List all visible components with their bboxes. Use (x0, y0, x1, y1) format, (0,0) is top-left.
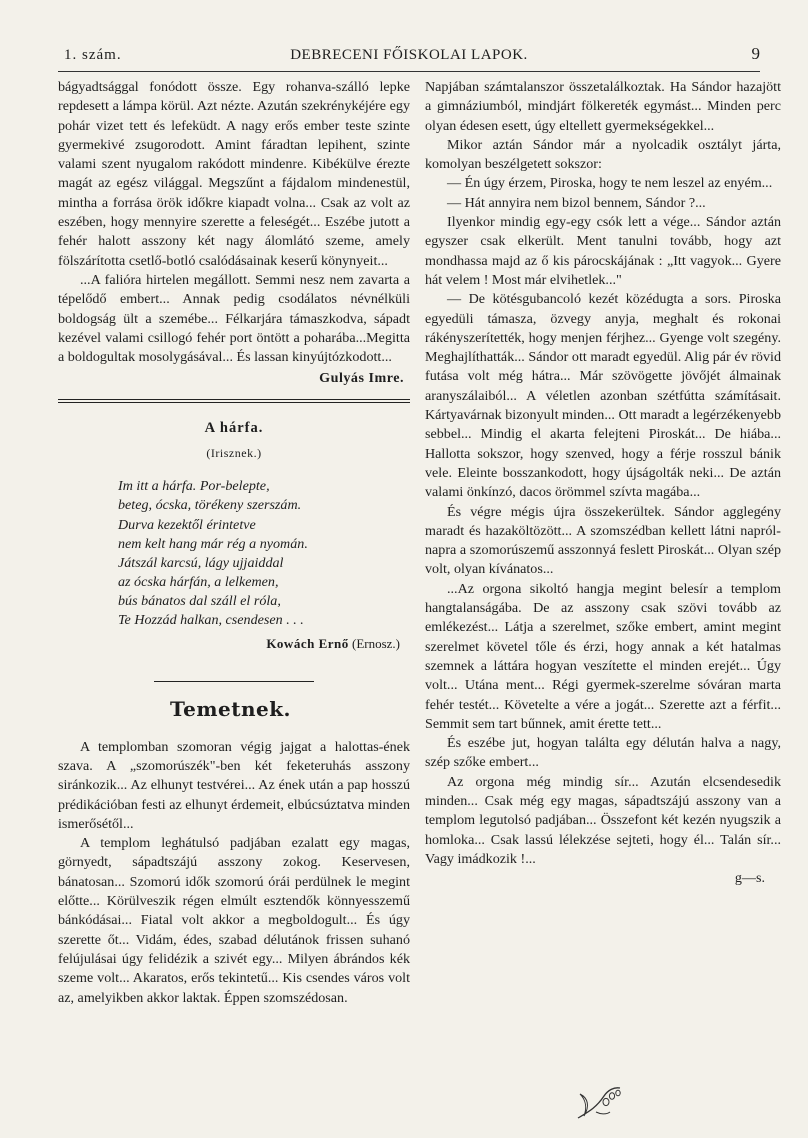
lily-of-the-valley-icon (570, 1082, 630, 1122)
poem-line: az ócska hárfán, a lelkemen, (118, 573, 279, 590)
story-paragraph: Napjában számtalanszor összetalálkoztak. Ha Sándor hazajött a gimnáziumból, mindjárt fölkereték egymást... Minden perc olyan édesen esett, úgy eltellett gyermekségekkel... (425, 79, 781, 134)
poem-line: Te Hozzád halkan, csendesen . . . (118, 612, 304, 628)
dialogue-line: — Én úgy érzem, Piroska, hogy te nem leszel az enyém... (447, 175, 773, 192)
issue-number: 1. szám. (64, 47, 122, 63)
poem-body (118, 477, 410, 630)
story-signature: g—s. (734, 870, 765, 887)
story-paragraph: És eszébe jut, hogyan találta egy délután halva a nagy, szép szőke embert... (425, 735, 781, 771)
story-paragraph: Ilyenkor mindig egy-egy csók lett a vége... Sándor aztán egyszer csak elkerült. Ment tanulni tovább, hogy azt mondhassa majd az ő kis párocskájának : „Itt vagyok... Gyere hát velem ! Most már elvihetlek..." (425, 214, 781, 288)
story-paragraph: És végre mégis újra összekerültek. Sándor agglegény maradt és hazaköltözött... A szomszédban kellett látni napról-napra a szomorúszemű asszonnyá feslett Piroskát... Olyan szép volt, olyan kívánatos... (425, 503, 781, 578)
poem-title: A hárfa. (204, 419, 264, 436)
story-paragraph: — De kötésgubancoló kezét közédugta a sors. Piroska egyedüli támasza, özvegy anyja, meghalt és rokonai rákényszerítették, hogy menjen férjhez... Gyenge volt szegény. Meghajlíthatták... Sándor ott maradt egyedül. Alig pár év rövid futása volt még hátra... Már szövögette jövőjét álmainak aranyszálaiból... A véletlen azonban szétfútta számításait. Kártyavárnak bizonyult minden... Ott maradt a legérzékenyebb sebbel... Mindig el akarta felejteni Piroskát... De hiába... Hallotta sokszor, hogy szenved, hogy a férje rosszul bánik vele. Eleinte bosszankodott, hogy újságolták neki... De aztán valami önkínzó, dacos örömmel szívta magába... (425, 291, 781, 501)
dialogue-line: — Hát annyira nem bizol bennem, Sándor ?... (447, 194, 706, 211)
page-header (58, 44, 760, 72)
story-paragraph: A templom leghátulsó padjában ezalatt egy magas, görnyedt, sápadtszájú asszony zokog. Keservesen, bánatosan... Szomorú idők szomorú órái perdülnek le megint előtte... Körülveszik régen elmúlt esztendők könnyesszemű bánkódásai... Fiatal volt akkor a megboldogult... És úgy szerette őt... Vidám, édes, szabad délutánok frissen suhanó felújulásai úgy felidézik a szivét egy... Milyen ábrándos kék szeme volt... Akaratos, erős tekintetű... Kis csendes város volt az, amelyikben akkor laktak. Éppen szomszédosan. (58, 835, 410, 1006)
poem-author-pseudonym: (Ernosz.) (351, 636, 400, 652)
poem-line: Durva kezektől érintetve (118, 516, 256, 533)
section-divider (58, 399, 410, 403)
right-column (425, 78, 781, 888)
section-divider (154, 681, 314, 682)
story-paragraph: Mikor aztán Sándor már a nyolcadik osztályt járta, komolyan beszélgetett sokszor: (425, 136, 781, 173)
header-rule (58, 71, 760, 72)
poem-author (58, 634, 400, 653)
story-paragraph: Az orgona még mindig sír... Azután elcsendesedik minden... Csak még egy magas, sápadtszájú asszony van a templom legutolsó padjában... Összefont két kezén nyugszik a homloka... Csak lassú lélekzése sejteti, hogy él... Talán sír... Vagy imádkozik !... (425, 773, 781, 867)
story-end-paragraph: ...A falióra hirtelen megállott. Semmi nesz nem zavarta a tépelődő embert... Annak pedig csodálatos névnélküli boldogság ült a szemébe... Félkarjára támaszkodva, sápadt kezével valami csillogó fehér port öntött a poharába...Megitta a boldogultak mosolygásával... És lassan kinyújtózkodott... (58, 271, 410, 366)
poem-dedication: (Irisznek.) (206, 446, 262, 461)
page-number: 9 (751, 44, 760, 63)
poem-line: beteg, ócska, törékeny szerszám. (118, 497, 302, 514)
poem-line: Játszál karcsú, lágy ujjaiddal (118, 554, 284, 571)
story-paragraph: A templomban szomoran végig jajgat a halottas-ének szava. A „szomorúszék"-ben két feketeruhás asszony siránkozik... Az elhunyt testvérei... Az ének után a pap hosszú prédikációban festi az elhunyt érdemeit, elbúcsúztatva minden ismerősétől... (58, 738, 410, 832)
story-end-paragraph: bágyadtsággal fonódott össze. Egy rohanva-szálló lepke repdesett a lámpa körül. Azt nézte. Azután szekrénykéjére egy pohár vizet tett és lefeküdt. A nagy erős ember teste szinte gyermekivé zsugorodott. Amint fáradtan lepihent, szinte valami szent nyugalom rakódott mindenre. Kibékülve érezte magát az egész világgal. Megszűnt a fájdalom mindenestül, mintha a forrása örök időkre kiapadt volna... Csak az volt az eszében, hogy mennyire szerette a feleségét... Eszébe jutott a fehér halott asszony két nagy álomlátó szeme, amely fölszárította csetlő-botló csalódásainak keserű könynyeit... (58, 79, 410, 269)
poem-line: Im itt a hárfa. Por-belepte, (118, 478, 270, 495)
story-title: Temetnek. (170, 697, 292, 722)
story-paragraph: ...Az orgona sikoltó hangja megint belesír a templom hangtalanságába. De az asszony csak szövi tovább az emlékezést... Látja a szerelmet, szőke embert, amint megint szerelmet követel tőle és érzi, hogy annak a két hatalmas szemnek a láttára hogyan veszítette el minden erejét... Úgy volt... Utána ment... Régi gyermek-szerelme sóváran marta fehér testét... Követelte a vére a jogát... Szerette azt a férfit... Semmit sem tart bűnnek, amit érette tett... (425, 580, 781, 732)
journal-title: DEBRECENI FŐISKOLAI LAPOK. (290, 47, 528, 63)
poem-author-name: Kowách Ernő (266, 636, 349, 652)
story-signature: Gulyás Imre. (319, 370, 404, 387)
poem-line: bús bánatos dal száll el róla, (118, 592, 281, 609)
poem-line: nem kelt hang már rég a nyomán. (118, 535, 308, 552)
left-column (58, 78, 410, 1008)
